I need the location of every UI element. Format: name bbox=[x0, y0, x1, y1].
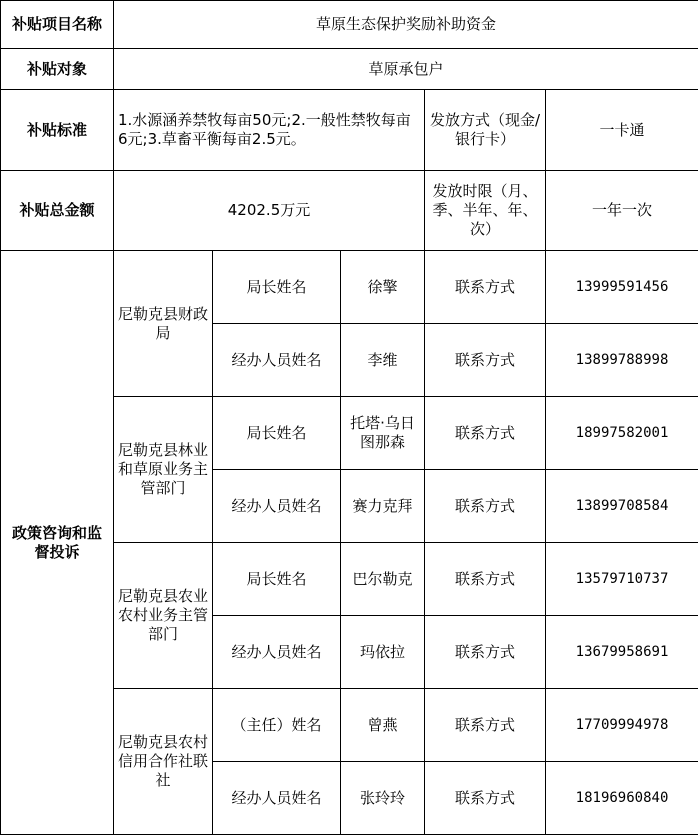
person-name: 托塔·乌日图那森 bbox=[341, 397, 425, 470]
person-name: 玛依拉 bbox=[341, 616, 425, 689]
person-name: 巴尔勒克 bbox=[341, 543, 425, 616]
project-label: 补贴项目名称 bbox=[1, 1, 114, 49]
contact-label: 联系方式 bbox=[425, 689, 546, 762]
standard-value: 1.水源涵养禁牧每亩50元;2.一般性禁牧每亩6元;3.草畜平衡每亩2.5元。 bbox=[114, 90, 425, 171]
role-label: 局长姓名 bbox=[213, 543, 341, 616]
role-label: 局长姓名 bbox=[213, 397, 341, 470]
target-label: 补贴对象 bbox=[1, 49, 114, 90]
method-value: 一卡通 bbox=[546, 90, 698, 171]
target-row bbox=[1, 49, 698, 90]
phone-number: 13999591456 bbox=[546, 251, 698, 324]
role-label: 经办人员姓名 bbox=[213, 470, 341, 543]
contact-label: 联系方式 bbox=[425, 543, 546, 616]
period-value: 一年一次 bbox=[546, 171, 698, 251]
project-value: 草原生态保护奖励补助资金 bbox=[114, 1, 698, 49]
project-row bbox=[1, 1, 698, 49]
contact-label: 联系方式 bbox=[425, 397, 546, 470]
phone-number: 13679958691 bbox=[546, 616, 698, 689]
contact-label: 联系方式 bbox=[425, 762, 546, 835]
role-label: （主任）姓名 bbox=[213, 689, 341, 762]
total-label: 补贴总金额 bbox=[1, 171, 114, 251]
role-label: 经办人员姓名 bbox=[213, 324, 341, 397]
method-label: 发放方式（现金/银行卡） bbox=[425, 90, 546, 171]
contact-row bbox=[1, 251, 698, 324]
total-row bbox=[1, 171, 698, 251]
phone-number: 13899708584 bbox=[546, 470, 698, 543]
role-label: 经办人员姓名 bbox=[213, 616, 341, 689]
standard-row bbox=[1, 90, 698, 171]
role-label: 经办人员姓名 bbox=[213, 762, 341, 835]
target-value: 草原承包户 bbox=[114, 49, 698, 90]
total-value: 4202.5万元 bbox=[114, 171, 425, 251]
person-name: 赛力克拜 bbox=[341, 470, 425, 543]
contact-label: 联系方式 bbox=[425, 616, 546, 689]
contact-label: 联系方式 bbox=[425, 324, 546, 397]
person-name: 徐擎 bbox=[341, 251, 425, 324]
person-name: 李维 bbox=[341, 324, 425, 397]
department-name: 尼勒克县农村信用合作社联社 bbox=[114, 689, 213, 835]
department-name: 尼勒克县农业农村业务主管部门 bbox=[114, 543, 213, 689]
phone-number: 13899788998 bbox=[546, 324, 698, 397]
person-name: 张玲玲 bbox=[341, 762, 425, 835]
role-label: 局长姓名 bbox=[213, 251, 341, 324]
phone-number: 18997582001 bbox=[546, 397, 698, 470]
contact-label: 联系方式 bbox=[425, 251, 546, 324]
phone-number: 18196960840 bbox=[546, 762, 698, 835]
department-name: 尼勒克县林业和草原业务主管部门 bbox=[114, 397, 213, 543]
consult-label: 政策咨询和监督投诉 bbox=[1, 251, 114, 835]
contact-label: 联系方式 bbox=[425, 470, 546, 543]
person-name: 曾燕 bbox=[341, 689, 425, 762]
phone-number: 13579710737 bbox=[546, 543, 698, 616]
period-label: 发放时限（月、季、半年、年、次） bbox=[425, 171, 546, 251]
department-name: 尼勒克县财政局 bbox=[114, 251, 213, 397]
standard-label: 补贴标准 bbox=[1, 90, 114, 171]
phone-number: 17709994978 bbox=[546, 689, 698, 762]
